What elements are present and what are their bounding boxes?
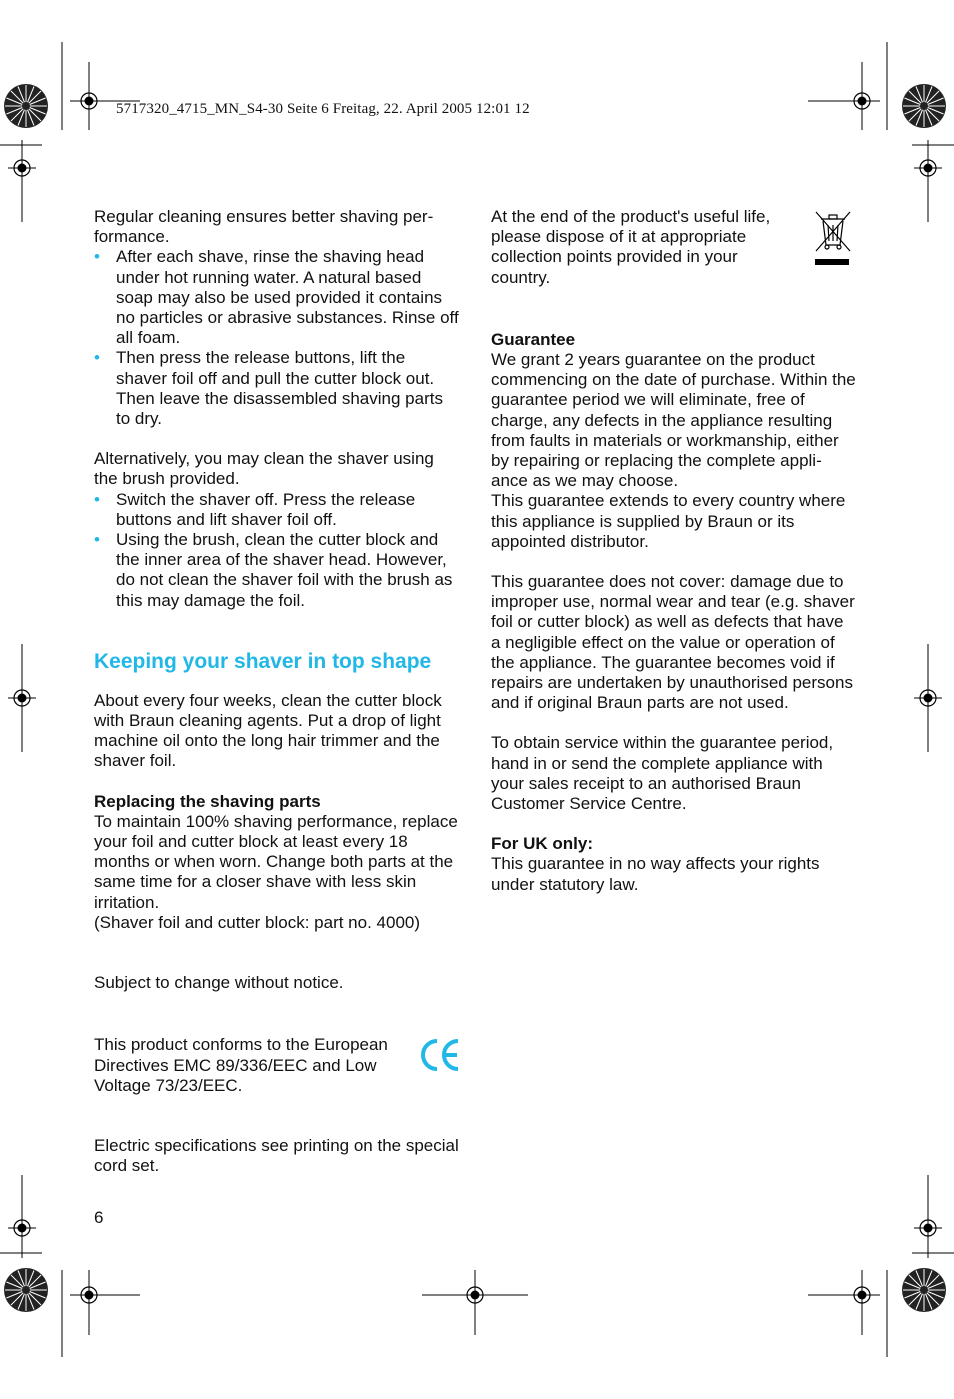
guarantee-countries: This guarantee extends to every country where this appliance is supplied by Braun or its appointed distributor. <box>491 491 846 551</box>
uk-title: For UK only: <box>491 834 593 854</box>
replacing-text: To maintain 100% shaving performance, replace your foil and cutter block at least every 18 months or when worn. Change both parts at the same time for a closer shave with less skin irritation. <box>94 811 458 912</box>
left-column <box>94 207 460 1176</box>
print-slug: 5717320_4715_MN_S4-30 Seite 6 Freitag, 22. April 2005 12:01 12 <box>116 101 530 117</box>
list-item: • Then press the release buttons, lift the shaver foil off and pull the cutter block out. Then leave the disassembled shaving parts to dry. <box>94 348 460 429</box>
replacing-title: Replacing the shaving parts <box>94 791 321 811</box>
rinse-list <box>94 247 460 429</box>
right-column <box>491 207 857 895</box>
disposal-block <box>491 207 857 288</box>
keeping-text: About every four weeks, clean the cutter block with Braun cleaning agents. Put a drop of light machine oil onto the long hair trimmer and the shaver foil. <box>94 690 442 771</box>
list-item: • Using the brush, clean the cutter block and the inner area of the shaver head. However, do not clean the shaver foil with the brush as this may damage the foil. <box>94 530 460 611</box>
list-item: • After each shave, rinse the shaving head under hot running water. A natural based soap may also be used provided it contains no particles or abrasive substances. Rinse off all foam. <box>94 247 460 348</box>
brush-list <box>94 490 460 611</box>
guarantee-title: Guarantee <box>491 329 576 349</box>
list-item: • Switch the shaver off. Press the release buttons and lift shaver foil off. <box>94 490 460 530</box>
page-number: 6 <box>94 1208 104 1227</box>
guarantee-exclusions: This guarantee does not cover: damage due to improper use, normal wear and tear (e.g. shaver foil or cutter block) as well as defects that have a negligible effect on the value or operation of the appliance. The guarantee becomes void if repairs are undertaken by unauthorised persons and if original Braun parts are not used. <box>491 572 855 713</box>
subject-to-change: Subject to change without notice. <box>94 973 344 993</box>
crossed-out-bin-icon <box>813 209 853 267</box>
service-text: To obtain service within the guarantee period, hand in or send the complete appliance with your sales receipt to an authorised Braun Customer Service Centre. <box>491 733 834 814</box>
guarantee-text: We grant 2 years guarantee on the product commencing on the date of purchase. Within the guarantee period we will eliminate, free of charge, any defects in the appliance resulting from faults in materials or workmanship, either by repairing or replacing the complete appli-ance as we may choose. <box>491 350 856 491</box>
cleaning-intro: Regular cleaning ensures better shaving per-formance. <box>94 207 434 247</box>
disposal-text: At the end of the product's useful life, please dispose of it at appropriate collection points provided in your country. <box>491 207 771 287</box>
uk-text: This guarantee in no way affects your rights under statutory law. <box>491 854 820 894</box>
electric-specs: Electric specifications see printing on the special cord set. <box>94 1135 459 1176</box>
ce-mark-icon <box>418 1037 460 1073</box>
conformity-block <box>94 1035 460 1096</box>
section-heading: Keeping your shaver in top shape <box>94 649 432 673</box>
part-number: (Shaver foil and cutter block: part no. 4000) <box>94 912 421 932</box>
conformity-text: This product conforms to the European Directives EMC 89/336/EEC and Low Voltage 73/23/EEC. <box>94 1035 388 1095</box>
brush-intro: Alternatively, you may clean the shaver using the brush provided. <box>94 449 434 489</box>
